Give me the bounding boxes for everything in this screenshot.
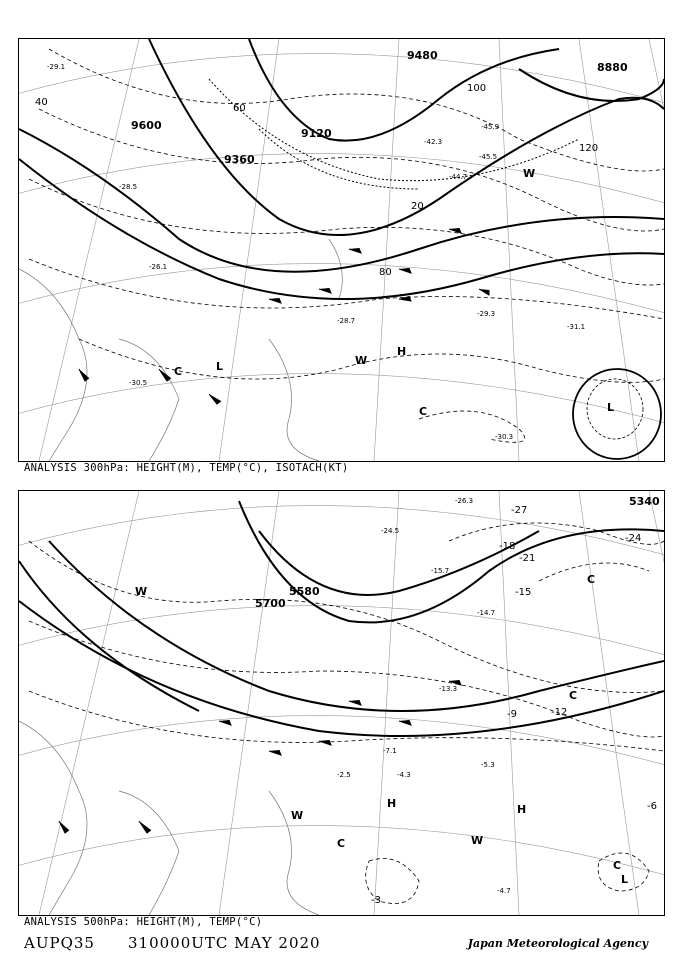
low-center-label: L: [607, 401, 615, 414]
cold-center-label: C: [613, 859, 622, 872]
isotach-label: 20: [411, 201, 424, 212]
temp-value: -4.3: [397, 771, 411, 779]
isotach-label: 60: [233, 103, 246, 114]
height-label: 5700: [255, 597, 286, 610]
isotach-label: 120: [579, 143, 599, 154]
isotherm-label: -18: [499, 541, 516, 552]
isotherm-label: -6: [647, 801, 657, 812]
graticule-meridians: [39, 491, 664, 915]
temp-value: -28.7: [337, 317, 356, 325]
high-center-label: H: [397, 345, 407, 358]
isotherm-label: -24: [625, 533, 642, 544]
valid-time: 310000UTC MAY 2020: [128, 934, 321, 952]
isotach-label: 40: [35, 97, 48, 108]
height-contours: [19, 501, 664, 736]
temp-value: -44.7: [449, 173, 468, 181]
temp-value: -31.1: [567, 323, 586, 331]
coastlines: [19, 721, 319, 915]
cold-center-label: C: [337, 837, 346, 850]
isotach-label: 80: [379, 267, 392, 278]
temp-value: -30.3: [495, 433, 514, 441]
analysis-500hpa-map: [18, 490, 665, 916]
height-contours: [19, 39, 664, 299]
warm-center-label: W: [291, 809, 304, 822]
map-500hpa-svg: [19, 491, 664, 915]
temp-value: -2.5: [337, 771, 351, 779]
temp-value: -15.7: [431, 567, 450, 575]
height-label: 5340: [629, 495, 660, 508]
cold-center-label: C: [587, 573, 596, 586]
isotherm-label: -21: [519, 553, 536, 564]
warm-center-label: W: [355, 354, 368, 367]
agency-name: Japan Meteorological Agency: [467, 937, 648, 950]
isotherm-label: -27: [511, 505, 528, 516]
map-300hpa-svg: [19, 39, 664, 461]
temp-value: -42.3: [424, 138, 443, 146]
height-label: 8880: [597, 61, 628, 74]
closed-low-se: [573, 369, 661, 459]
height-label: 9600: [131, 119, 162, 132]
isotherms-dashed: [29, 523, 664, 904]
height-label: 9120: [301, 127, 332, 140]
temp-value: -45.5: [479, 153, 498, 161]
cold-center-label: C: [174, 365, 183, 378]
low-center-label: L: [621, 873, 629, 886]
analysis-300hpa-map: [18, 38, 665, 462]
low-center-label: L: [216, 360, 224, 373]
caption-500hpa: ANALYSIS 500hPa: HEIGHT(M), TEMP(°C): [24, 916, 263, 928]
isotach-label: 100: [467, 83, 487, 94]
temp-value: -5.3: [481, 761, 495, 769]
product-code: AUPQ35: [24, 934, 95, 952]
high-center-label: H: [517, 803, 527, 816]
isotherm-label: -3: [371, 895, 381, 906]
temp-value: -28.5: [119, 183, 138, 191]
temp-value: -4.7: [497, 887, 511, 895]
graticule-parallels: [19, 54, 664, 439]
warm-center-label: W: [471, 834, 484, 847]
cold-center-label: C: [569, 689, 578, 702]
warm-center-label: W: [135, 585, 148, 598]
isotherm-label: -15: [515, 587, 532, 598]
temp-value: -29.3: [477, 310, 496, 318]
temp-value: -24.5: [381, 527, 400, 535]
height-label: 9480: [407, 49, 438, 62]
temp-value: -26.3: [455, 497, 474, 505]
temp-value: -13.3: [439, 685, 458, 693]
graticule-parallels: [19, 506, 664, 891]
isotherm-label: -9: [507, 709, 517, 720]
high-center-label: H: [387, 797, 397, 810]
isotherm-label: -12: [551, 707, 568, 718]
height-label: 5580: [289, 585, 320, 598]
caption-300hpa: ANALYSIS 300hPa: HEIGHT(M), TEMP(°C), ISOTACH(KT): [24, 462, 349, 474]
wind-barbs: [59, 680, 461, 833]
temp-value: -14.7: [477, 609, 496, 617]
cold-center-label: C: [419, 405, 428, 418]
temp-value: -7.1: [383, 747, 397, 755]
isotherms-dashed: [29, 49, 664, 442]
temp-value: -30.5: [129, 379, 148, 387]
temp-value: -26.1: [149, 263, 168, 271]
temp-value: -29.1: [47, 63, 66, 71]
warm-center-label: W: [523, 167, 536, 180]
height-label: 9360: [224, 153, 255, 166]
temp-value: -45.9: [481, 123, 500, 131]
